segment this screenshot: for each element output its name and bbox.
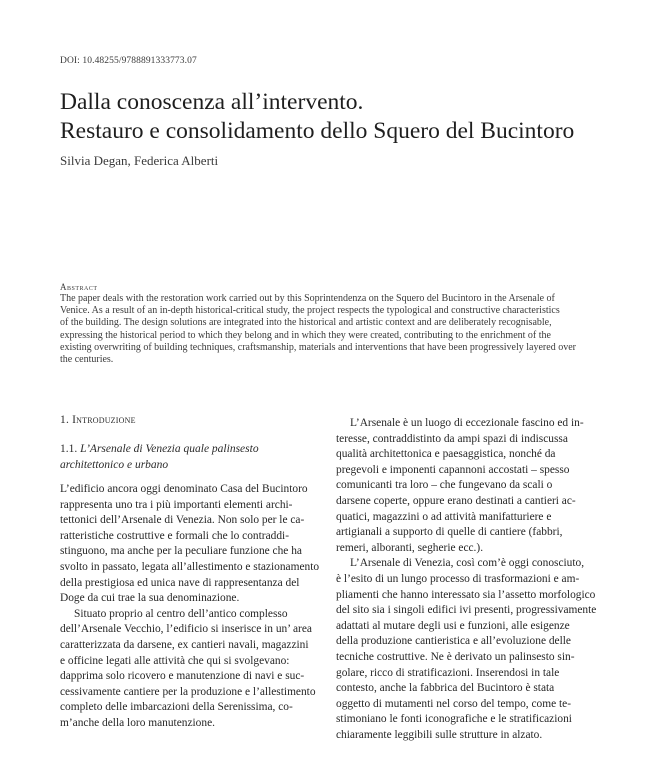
body-line: ratteristiche costruttive e formali che lo contraddi- [60, 529, 289, 542]
section-number: 1. [60, 414, 70, 426]
subsection-number: 1.1. [60, 443, 78, 455]
body-line: L’Arsenale è un luogo di eccezionale fascino ed in- [350, 417, 584, 429]
body-line: comunicanti tra loro – che fungevano da scali o [336, 479, 553, 492]
body-line: della produzione cantieristica e all’evoluzione delle [336, 635, 571, 648]
body-line: del sito sia i singoli edifici ivi presenti, progressivamente [336, 604, 597, 617]
body-line: Situato proprio al centro dell’antico complesso [74, 607, 288, 620]
abstract-line: of the building. The design solutions are integrated into the historical and artistic context and are deliberately recognisable, [60, 317, 552, 329]
abstract-line: the centuries. [60, 354, 114, 366]
body-line: adattati al mutare degli usi e funzioni, alle esigenze [336, 619, 570, 632]
left-column [60, 482, 322, 732]
body-line: quatici, magazzini o ad attività manifatturiere e [336, 510, 552, 523]
title-line: Dalla conoscenza all’intervento. [60, 89, 364, 115]
section-heading [60, 414, 136, 426]
body-line: golare, ricco di stratificazioni. Inserendosi in tale [336, 666, 560, 679]
abstract-line: The paper deals with the restoration work carried out by this Soprintendenza on the Squero del Bucintoro in the Arsenale of [60, 293, 555, 304]
body-line: della prestigiosa ed unica nave di rappresentanza del [60, 576, 300, 589]
body-line: chiaramente leggibili sulle strutture in alzato. [336, 728, 543, 741]
body-line: tettonici dell’Arsenale di Venezia. Non solo per le ca- [60, 514, 305, 527]
subsection-heading [60, 441, 310, 473]
subsection-title: L’Arsenale di Venezia quale palinsesto architettonico e urbano [60, 443, 259, 471]
abstract-label: Abstract [60, 282, 98, 292]
body-line: stimoniano le fonti iconografiche e le stratificazioni [336, 713, 572, 726]
body-line: remeri, alboranti, segherie ecc.). [336, 541, 484, 554]
abstract-line: existing overwriting of building techniques, craftsmanship, materials and interventions that have been progressively layered over [60, 341, 576, 353]
body-line: contesto, anche la fabbrica del Bucintoro è stata [336, 682, 555, 695]
body-line: pregevoli e imponenti capannoni accostati – spesso [336, 463, 570, 476]
abstract-text [60, 293, 600, 366]
body-line: oggetto di mutamenti nel corso del tempo, come te- [336, 697, 572, 710]
body-line: è l’esito di un lungo processo di trasformazioni e am- [336, 572, 580, 585]
body-line: Doge da cui trae la sua denominazione. [60, 592, 240, 605]
body-line: rappresenta uno tra i più importanti elementi archi- [60, 498, 293, 511]
body-line: teresse, contraddistinto da ampi spazi di indiscussa [336, 432, 568, 445]
doi-line: DOI: 10.48255/9788891333773.07 [60, 56, 197, 66]
body-line: completo delle imbarcazioni della Serenissima, co- [60, 701, 293, 714]
body-line: cessivamente cantiere per la produzione e l’allestimento [60, 685, 316, 698]
body-line: m’anche della loro manutenzione. [60, 716, 215, 729]
body-line: dell’Arsenale Vecchio, l’edificio si inserisce in un’ area [60, 623, 312, 636]
body-line: svolto in passato, legata all’allestimento e stazionamento [60, 560, 320, 573]
section-title: Introduzione [72, 414, 136, 426]
body-line: L’edificio ancora oggi denominato Casa del Bucintoro [60, 483, 308, 495]
authors: Silvia Degan, Federica Alberti [60, 153, 219, 168]
body-line: dapprima solo ricovero e manutenzione di navi e suc- [60, 670, 305, 683]
paper-title [60, 88, 620, 146]
title-line: Restauro e consolidamento dello Squero del Bucintoro [60, 118, 575, 144]
abstract-line: expressing the historical period to which they belong and in which they were created, contributing to the enrichment of the [60, 329, 551, 341]
body-line: L’Arsenale di Venezia, così com’è oggi conosciuto, [350, 557, 585, 570]
body-line: qualità architettonica e paesaggistica, nonché da [336, 448, 556, 461]
body-line: e officine legati alle attività che qui si svolgevano: [60, 654, 290, 667]
body-line: pliamenti che hanno interessato sia l’assetto morfologico [336, 588, 596, 601]
body-line: darsene coperte, oppure erano destinati a cantieri ac- [336, 494, 576, 507]
right-column [336, 416, 598, 743]
abstract-line: Venice. As a result of an in-depth historical-critical study, the project respects the typological and constructive characteristics [60, 305, 560, 317]
body-line: artigianali a supporto di quelle di cantiere (fabbri, [336, 526, 563, 539]
body-line: caratterizzata da darsene, ex cantieri navali, magazzini [60, 638, 309, 651]
body-line: tecniche costruttive. Ne è derivato un palinsesto sin- [336, 650, 575, 663]
body-line: stinguono, ma anche per la peculiare funzione che ha [60, 545, 302, 558]
